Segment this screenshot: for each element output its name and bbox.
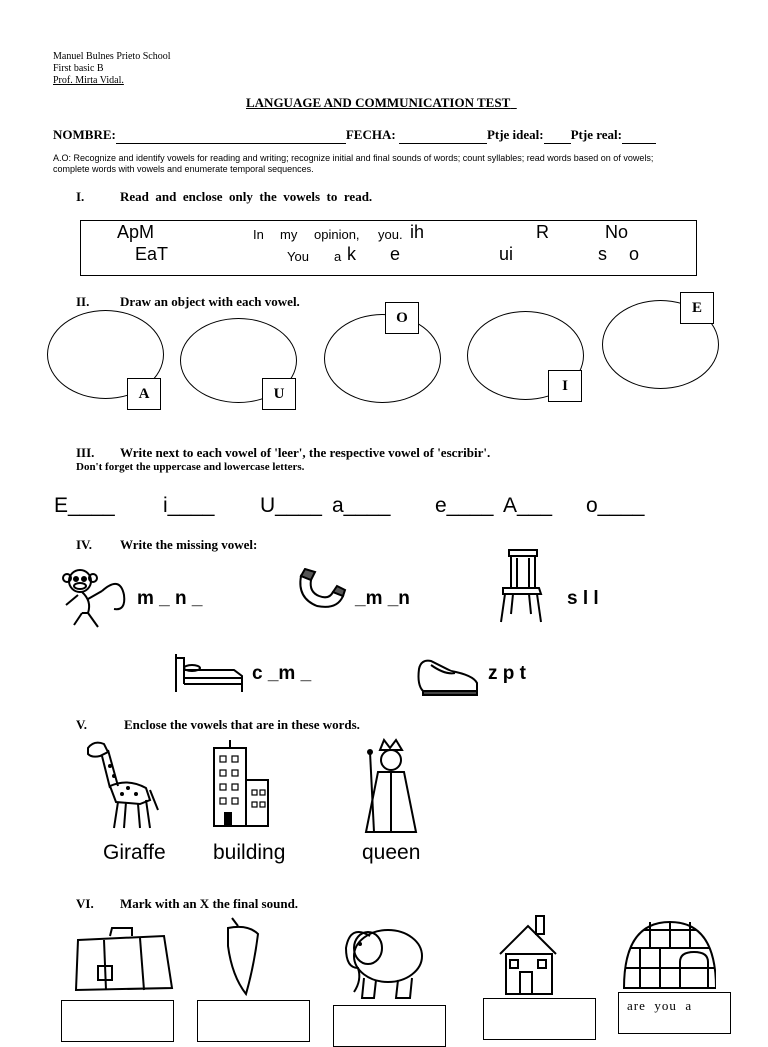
section-2-text: Draw an object with each vowel. xyxy=(120,294,300,309)
missing-vowel-word-4[interactable]: c _m _ xyxy=(252,663,312,684)
missing-vowel-word-1[interactable]: m _ n _ xyxy=(137,588,203,609)
real-label: Ptje real: xyxy=(570,127,622,142)
word-building[interactable]: building xyxy=(213,841,286,864)
final-sound-box-1[interactable] xyxy=(61,1000,174,1042)
word-o: o xyxy=(629,244,640,264)
real-field[interactable] xyxy=(622,127,656,144)
word-ih: ih xyxy=(410,222,425,242)
section-4-text: Write the missing vowel: xyxy=(120,537,258,552)
final-sound-box-5-text: are you a xyxy=(627,998,693,1013)
drawing-oval-o[interactable] xyxy=(324,314,441,403)
section-6-num: VI. xyxy=(76,896,94,911)
vowel-box-a: A xyxy=(127,378,161,410)
missing-vowel-word-2[interactable]: _m _n xyxy=(355,588,410,609)
grade: First basic B xyxy=(53,63,104,74)
vowel-pair-6[interactable]: A___ xyxy=(503,494,553,517)
vowel-pair-2[interactable]: i____ xyxy=(163,494,215,517)
building-icon xyxy=(208,740,274,830)
teacher: Prof. Mirta Vidal. xyxy=(53,75,124,86)
chili-pepper-icon xyxy=(218,916,268,998)
vowel-pair-3[interactable]: U____ xyxy=(260,494,322,517)
fecha-field[interactable] xyxy=(399,127,487,144)
word-you: you. xyxy=(378,227,403,242)
nombre-label: NOMBRE: xyxy=(53,127,116,142)
name-date-row xyxy=(53,127,656,144)
section-2-num: II. xyxy=(76,294,90,309)
ideal-label: Ptje ideal: xyxy=(486,127,544,142)
section-3-text: Write next to each vowel of 'leer', the respective vowel of 'escribir'. xyxy=(120,445,491,460)
section-5-text: Enclose the vowels that are in these words. xyxy=(124,717,360,732)
word-e: e xyxy=(390,244,401,264)
vowel-pair-7[interactable]: o____ xyxy=(586,494,645,517)
word-s: s xyxy=(598,244,607,264)
missing-vowel-word-3[interactable]: s l l xyxy=(567,588,599,609)
word-ui: ui xyxy=(499,244,514,264)
page-title: LANGUAGE AND COMMUNICATION TEST xyxy=(246,95,511,110)
vowel-box-i: I xyxy=(548,370,582,402)
word-a: a xyxy=(334,249,342,264)
elephant-icon xyxy=(340,918,430,1000)
section-6-text: Mark with an X the final sound. xyxy=(120,896,299,911)
queen-icon xyxy=(358,738,428,836)
word-in: In xyxy=(253,227,264,242)
section-4-num: IV. xyxy=(76,537,93,552)
vowel-box-u: U xyxy=(262,378,296,410)
nombre-field[interactable] xyxy=(116,127,346,144)
house-icon xyxy=(494,910,564,998)
giraffe-icon xyxy=(80,738,162,832)
section-1-heading: I. xyxy=(76,189,85,204)
final-sound-box-5[interactable] xyxy=(618,992,731,1034)
word-opinion: opinion, xyxy=(314,227,360,242)
suitcase-icon xyxy=(70,926,176,996)
word-queen[interactable]: queen xyxy=(362,841,421,864)
word-no: No xyxy=(605,222,629,242)
vowel-box-e: E xyxy=(680,292,714,324)
fecha-label: FECHA: xyxy=(345,127,396,142)
section-3-note: Don't forget the uppercase and lowercase letters. xyxy=(76,461,305,473)
shoe-icon xyxy=(415,655,481,697)
section-1-text: Read and enclose only the vowels to read. xyxy=(120,189,373,204)
vowel-pair-1[interactable]: E____ xyxy=(54,494,115,517)
word-my: my xyxy=(280,227,298,242)
final-sound-box-4[interactable] xyxy=(483,998,596,1040)
final-sound-box-3[interactable] xyxy=(333,1005,446,1047)
vowel-pair-5[interactable]: e____ xyxy=(435,494,494,517)
word-giraffe[interactable]: Giraffe xyxy=(103,841,166,864)
word-you2: You xyxy=(287,249,309,264)
section-5-num: V. xyxy=(76,717,87,732)
vowel-pair-4[interactable]: a____ xyxy=(332,494,391,517)
ideal-field[interactable] xyxy=(544,127,571,144)
school-name: Manuel Bulnes Prieto School xyxy=(53,51,171,62)
final-sound-box-2[interactable] xyxy=(197,1000,310,1042)
word-apm: ApM xyxy=(117,222,155,242)
chair-icon xyxy=(497,548,545,624)
monkey-icon xyxy=(58,565,130,635)
igloo-icon xyxy=(620,918,716,990)
missing-vowel-word-5[interactable]: z p t xyxy=(488,663,526,684)
word-k: k xyxy=(347,244,356,264)
magnet-icon xyxy=(295,568,347,612)
word-r: R xyxy=(536,222,549,242)
vowel-box-o: O xyxy=(385,302,419,334)
bed-icon xyxy=(172,650,246,694)
section-3-num: III. xyxy=(76,445,95,460)
word-eat: EaT xyxy=(135,244,169,264)
objective: A.O: Recognize and identify vowels for reading and writing; recognize initial and final sounds of words; count syllables; read words based on of vowels; complete words with vowels and enumerate temporal sequences. xyxy=(53,153,654,174)
